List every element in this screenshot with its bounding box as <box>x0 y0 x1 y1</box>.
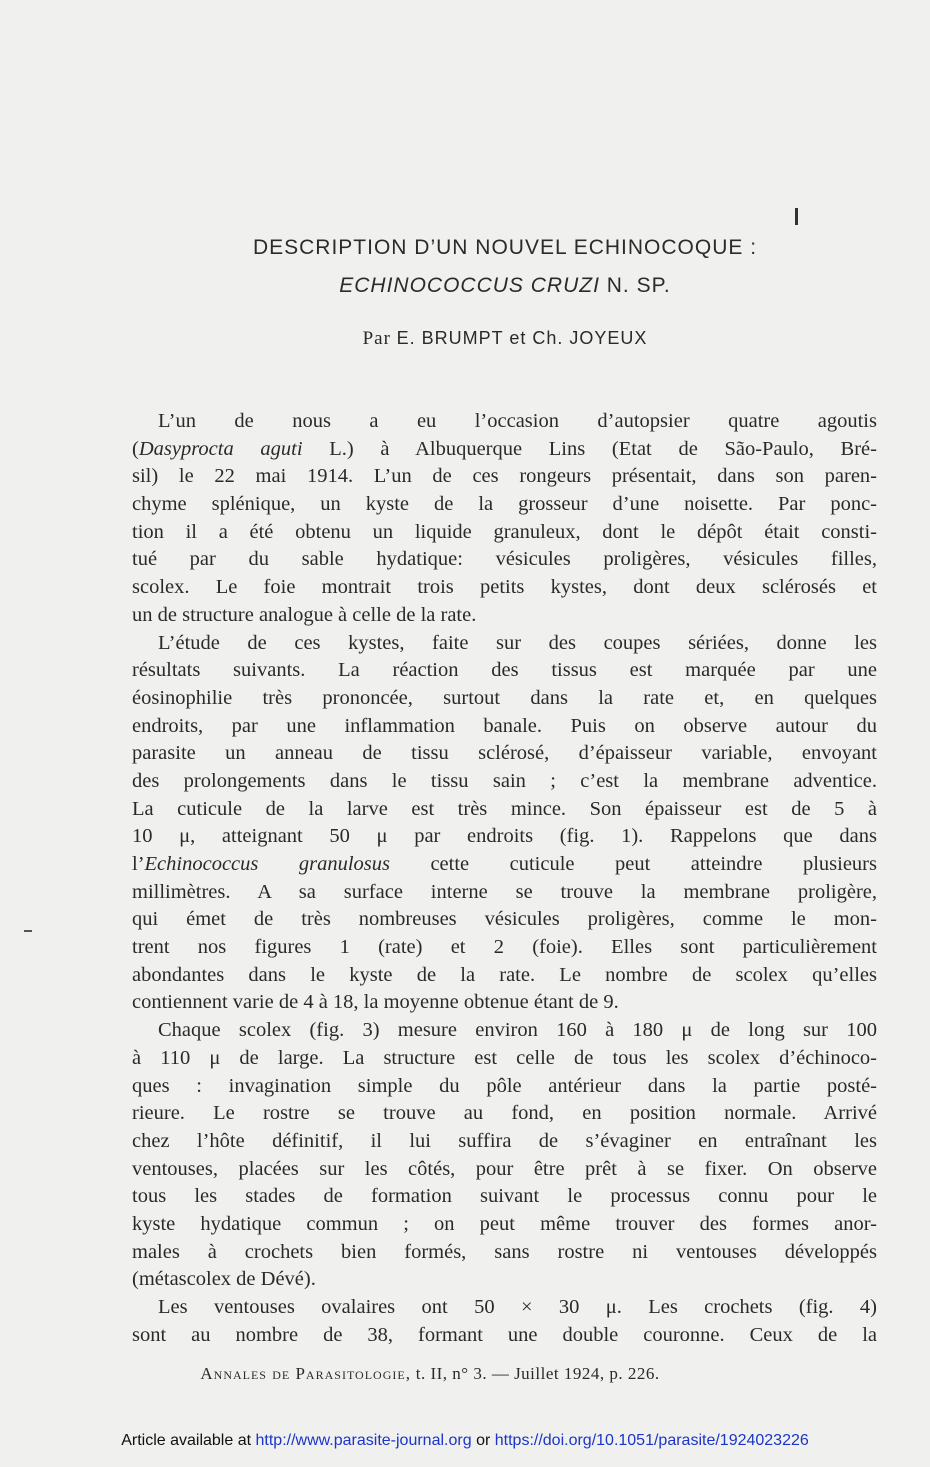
text-line: L’étude de ces kystes, faite sur des coupes sériées, donne les <box>158 631 877 654</box>
text-line: rieure. Le rostre se trouve au fond, en position normale. Arrivé <box>132 1102 877 1125</box>
availability-line <box>0 1432 930 1450</box>
authors-names: E. BRUMPT et Ch. JOYEUX <box>396 328 648 348</box>
availability-or: or <box>476 1432 491 1449</box>
text-line: un de structure analogue à celle de la rate. <box>132 603 477 626</box>
species-name: ECHINOCOCCUS CRUZI <box>339 274 600 297</box>
text-line: ques : invagination simple du pôle antérieur dans la partie posté- <box>132 1074 877 1097</box>
text-line: éosinophilie très prononcée, surtout dans la rate et, en quelques <box>132 686 877 709</box>
authors-line <box>0 328 930 350</box>
journal-link[interactable]: http://www.parasite-journal.org <box>255 1432 472 1449</box>
text-line: males à crochets bien formés, sans rostre ni ventouses développés <box>132 1240 877 1263</box>
text-line: tion il a été obtenu un liquide granuleux, dont le dépôt était consti- <box>132 520 877 543</box>
text-line: contiennent varie de 4 à 18, la moyenne obtenue étant de 9. <box>132 991 619 1014</box>
text-line: à 110 μ de large. La structure est celle de tous les scolex d’échinoco- <box>132 1046 877 1069</box>
article-body <box>132 408 877 1349</box>
text-line: ventouses, placées sur les côtés, pour être prêt à se fixer. On observe <box>132 1157 877 1180</box>
text-line: Les ventouses ovalaires ont 50 × 30 μ. Les crochets (fig. 4) <box>158 1296 877 1318</box>
article-subtitle <box>0 274 930 298</box>
text-line: sil) le 22 mai 1914. L’un de ces rongeurs présentait, dans son paren- <box>132 465 877 488</box>
text-line: abondantes dans le kyste de la rate. Le nombre de scolex qu’elles <box>132 963 877 986</box>
text-line: 10 μ, atteignant 50 μ par endroits (fig. 1). Rappelons que dans <box>132 825 877 848</box>
species-designation: N. SP. <box>606 274 671 297</box>
text-line: scolex. Le foie montrait trois petits kystes, dont deux sclérosés et <box>132 576 877 599</box>
text-line: Chaque scolex (fig. 3) mesure environ 160 à 180 μ de long sur 100 <box>158 1019 877 1042</box>
text-line: chez l’hôte définitif, il lui suffira de s’évaginer en entraînant les <box>132 1129 877 1152</box>
article-title: DESCRIPTION D’UN NOUVEL ECHINOCOQUE : <box>252 236 758 259</box>
text-line: (métascolex de Dévé). <box>132 1268 316 1291</box>
journal-citation <box>0 1364 860 1384</box>
journal-details: t. II, n° 3. — Juillet 1924, p. 226. <box>415 1364 660 1383</box>
page-mark <box>795 208 798 225</box>
authors-prefix: Par <box>362 328 391 349</box>
text-line: sont au nombre de 38, formant une double couronne. Ceux de la <box>132 1323 877 1346</box>
journal-name: Annales de Parasitologie, <box>200 1364 411 1383</box>
text-line: l’Echinococcus granulosus cette cuticule peut atteindre plusieurs <box>132 853 877 875</box>
text-line: kyste hydatique commun ; on peut même trouver des formes anor- <box>132 1212 877 1235</box>
species-name: Dasyprocta aguti <box>138 437 303 460</box>
text-line: tous les stades de formation suivant le processus connu pour le <box>132 1185 877 1208</box>
text-line: chyme splénique, un kyste de la grosseur d’une noisette. Par ponc- <box>132 493 877 516</box>
text-line: (Dasyprocta aguti L.) à Albuquerque Lins (Etat de São-Paulo, Bré- <box>132 437 877 460</box>
margin-mark <box>24 930 32 932</box>
text-line: endroits, par une inflammation banale. Puis on observe autour du <box>132 714 877 737</box>
species-name: Echinococcus granulosus <box>144 853 390 875</box>
text-line: résultats suivants. La réaction des tissus est marquée par une <box>132 659 877 682</box>
text-line: L’un de nous a eu l’occasion d’autopsier quatre agoutis <box>158 410 877 432</box>
availability-prefix: Article available at <box>121 1432 252 1449</box>
text-line: millimètres. A sa surface interne se trouve la membrane proligère, <box>132 880 877 903</box>
text-line: des prolongements dans le tissu sain ; c’est la membrane adventice. <box>132 769 877 792</box>
text-line: tué par du sable hydatique: vésicules proligères, vésicules filles, <box>132 548 877 571</box>
text-line: trent nos figures 1 (rate) et 2 (foie). Elles sont particulièrement <box>132 936 877 959</box>
text-line: parasite un anneau de tissu sclérosé, d’épaisseur variable, envoyant <box>132 742 877 765</box>
doi-link[interactable]: https://doi.org/10.1051/parasite/1924023226 <box>494 1432 809 1449</box>
text-line: qui émet de très nombreuses vésicules proligères, comme le mon- <box>132 908 877 931</box>
text-line: La cuticule de la larve est très mince. Son épaisseur est de 5 à <box>132 797 877 820</box>
